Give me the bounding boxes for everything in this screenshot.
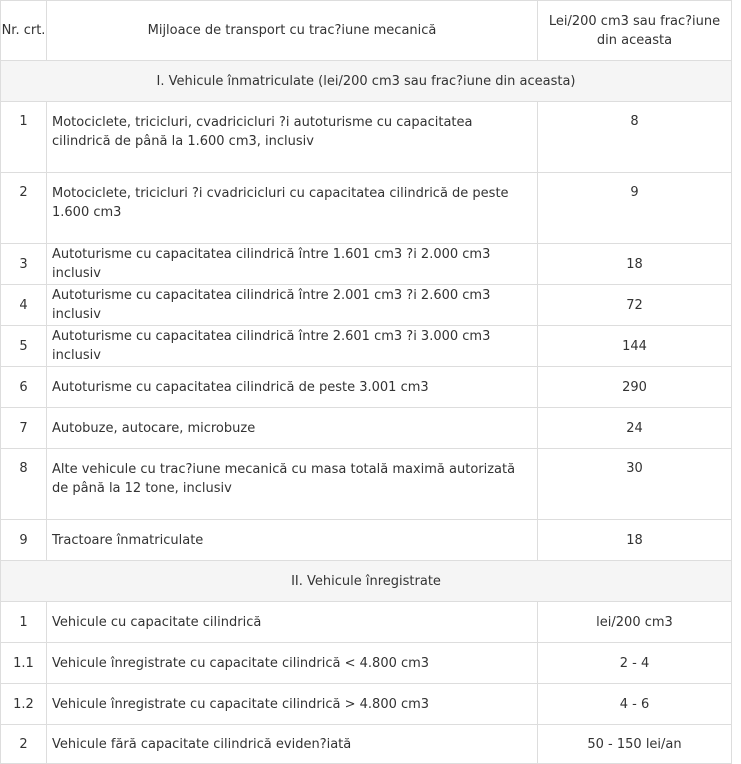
section-title: I. Vehicule înmatriculate (lei/200 cm3 sau frac?iune din aceasta): [1, 61, 732, 102]
row-value: 9: [538, 173, 732, 244]
row-desc: Motociclete, tricicluri ?i cvadricicluri cu capacitatea cilindrică de peste 1.600 cm3: [47, 173, 538, 244]
row-value: 50 - 150 lei/an: [538, 725, 732, 764]
header-means: Mijloace de transport cu trac?iune mecanică: [47, 1, 538, 61]
row-desc: Autoturisme cu capacitatea cilindrică între 2.601 cm3 ?i 3.000 cm3 inclusiv: [47, 326, 538, 367]
row-desc: Autoturisme cu capacitatea cilindrică între 1.601 cm3 ?i 2.000 cm3 inclusiv: [47, 244, 538, 285]
row-desc: Tractoare înmatriculate: [47, 520, 538, 561]
row-value: 290: [538, 367, 732, 408]
table-row: [1, 725, 732, 764]
table-row: [1, 367, 732, 408]
row-desc: Vehicule cu capacitate cilindrică: [47, 602, 538, 643]
header-nr: Nr. crt.: [1, 1, 47, 61]
row-nr: 1.2: [1, 684, 47, 725]
row-desc: Motociclete, tricicluri, cvadricicluri ?i autoturisme cu capacitatea cilindrică de până la 1.600 cm3, inclusiv: [47, 102, 538, 173]
row-nr: 4: [1, 285, 47, 326]
row-value: 18: [538, 244, 732, 285]
row-nr: 6: [1, 367, 47, 408]
row-nr: 5: [1, 326, 47, 367]
row-value: 72: [538, 285, 732, 326]
row-value: 2 - 4: [538, 643, 732, 684]
row-desc: Autobuze, autocare, microbuze: [47, 408, 538, 449]
row-desc: Autoturisme cu capacitatea cilindrică de peste 3.001 cm3: [47, 367, 538, 408]
table-row: [1, 244, 732, 285]
table-row: [1, 602, 732, 643]
row-nr: 2: [1, 725, 47, 764]
row-nr: 9: [1, 520, 47, 561]
row-nr: 1.1: [1, 643, 47, 684]
table-row: [1, 173, 732, 244]
section-header-registered-vehicles: [1, 61, 732, 102]
section-header-recorded-vehicles: [1, 561, 732, 602]
row-value: 30: [538, 449, 732, 520]
table-row: [1, 449, 732, 520]
table-row: [1, 520, 732, 561]
row-value: lei/200 cm3: [538, 602, 732, 643]
header-value: Lei/200 cm3 sau frac?iune din aceasta: [538, 1, 732, 61]
row-value: 8: [538, 102, 732, 173]
row-desc: Vehicule fără capacitate cilindrică eviden?iată: [47, 725, 538, 764]
table-row: [1, 643, 732, 684]
row-nr: 7: [1, 408, 47, 449]
row-value: 18: [538, 520, 732, 561]
row-desc: Alte vehicule cu trac?iune mecanică cu masa totală maximă autorizată de până la 12 tone, inclusiv: [47, 449, 538, 520]
table-row: [1, 102, 732, 173]
row-desc: Autoturisme cu capacitatea cilindrică între 2.001 cm3 ?i 2.600 cm3 inclusiv: [47, 285, 538, 326]
section-title: II. Vehicule înregistrate: [1, 561, 732, 602]
row-value: 24: [538, 408, 732, 449]
row-desc: Vehicule înregistrate cu capacitate cilindrică < 4.800 cm3: [47, 643, 538, 684]
table-row: [1, 684, 732, 725]
table-header-row: [1, 1, 732, 61]
row-nr: 1: [1, 602, 47, 643]
table-row: [1, 285, 732, 326]
row-value: 4 - 6: [538, 684, 732, 725]
row-desc: Vehicule înregistrate cu capacitate cilindrică > 4.800 cm3: [47, 684, 538, 725]
table-row: [1, 408, 732, 449]
table-row: [1, 326, 732, 367]
row-value: 144: [538, 326, 732, 367]
row-nr: 8: [1, 449, 47, 520]
row-nr: 1: [1, 102, 47, 173]
row-nr: 3: [1, 244, 47, 285]
row-nr: 2: [1, 173, 47, 244]
